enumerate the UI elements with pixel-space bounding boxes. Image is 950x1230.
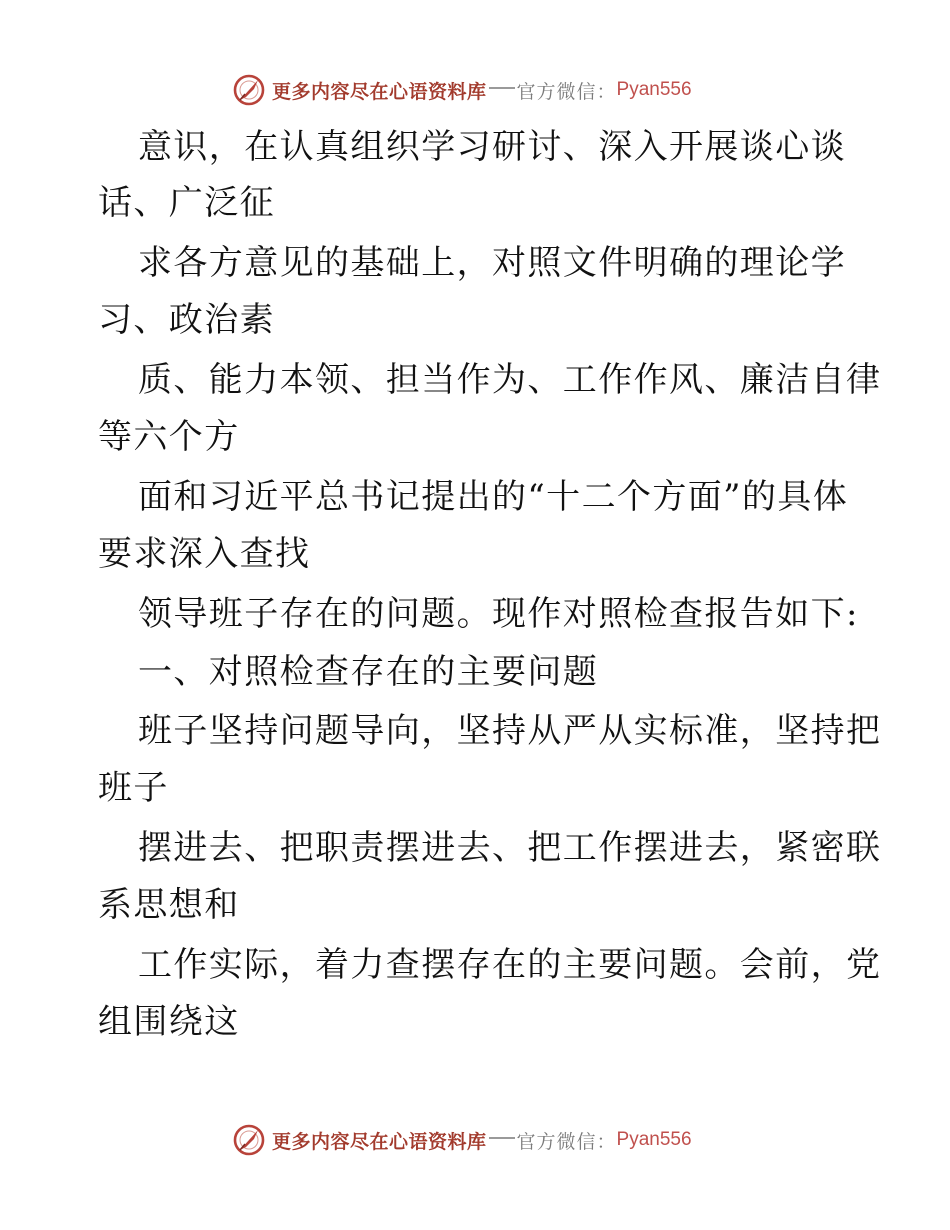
section-heading: 一、对照检查存在的主要问题: [138, 652, 599, 692]
text-line: 系思想和: [98, 885, 240, 925]
watermark-main-text: 更多内容尽在心语资料库: [272, 1130, 487, 1153]
watermark-dash: [489, 1137, 515, 1139]
text-line: 质、能力本领、担当作为、工作作风、廉洁自律: [138, 360, 882, 400]
text-line: 意识，在认真组织学习研讨、深入开展谈心谈: [138, 127, 846, 167]
text-line: 习、政治素: [98, 300, 275, 340]
watermark-id-text: Pyan556: [616, 1129, 692, 1150]
watermark-main-text: 更多内容尽在心语资料库: [272, 80, 487, 103]
text-line: 组围绕这: [98, 1002, 240, 1042]
footer-watermark: [232, 1123, 692, 1157]
text-line: 摆进去、把职责摆进去、把工作摆进去，紧密联: [138, 828, 882, 868]
quill-logo-icon: [232, 73, 266, 107]
text-line: 班子: [98, 768, 169, 808]
text-line: 等六个方: [98, 417, 240, 457]
watermark-dash: [489, 87, 515, 89]
text-line: 要求深入查找: [98, 534, 311, 574]
watermark-id-text: Pyan556: [616, 79, 692, 100]
watermark-sub-text: 官方微信：: [516, 80, 617, 103]
text-line: 领导班子存在的问题。现作对照检查报告如下:: [138, 594, 859, 634]
text-line: 面和习近平总书记提出的“十二个方面”的具体: [138, 477, 849, 517]
quill-logo-icon: [232, 1123, 266, 1157]
text-line: 话、广泛征: [98, 183, 275, 223]
watermark-sub-text: 官方微信：: [516, 1130, 617, 1153]
text-line: 求各方意见的基础上，对照文件明确的理论学: [138, 243, 846, 283]
header-watermark: [232, 73, 692, 107]
text-line: 工作实际，着力查摆存在的主要问题。会前，党: [138, 945, 882, 985]
text-line: 班子坚持问题导向，坚持从严从实标准，坚持把: [138, 711, 882, 751]
